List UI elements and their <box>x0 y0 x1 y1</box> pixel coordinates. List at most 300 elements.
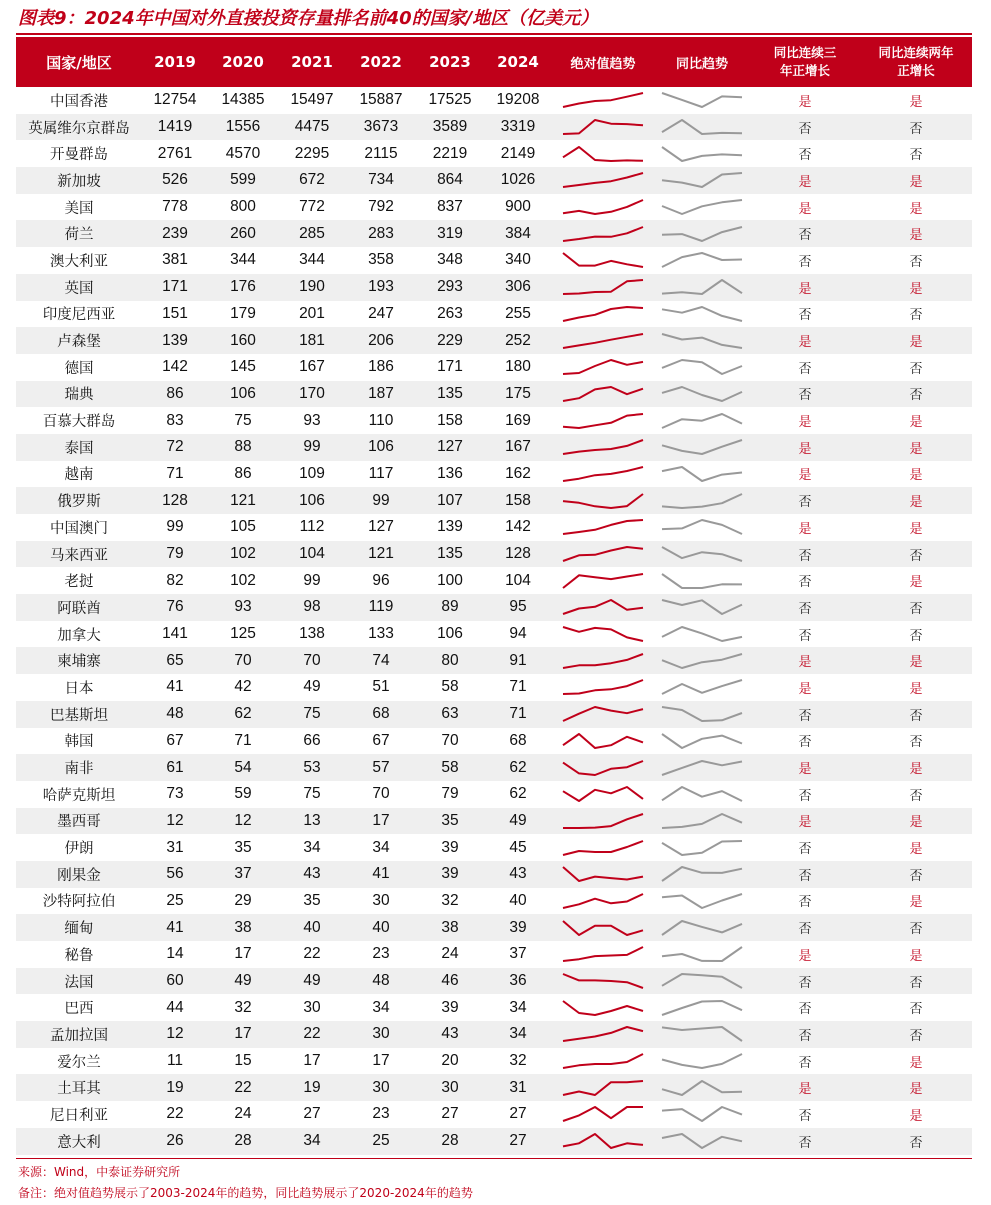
table-row <box>16 301 972 328</box>
value-2023: 107 <box>416 487 484 514</box>
value-2020: 29 <box>234 891 252 909</box>
value-2024: 31 <box>484 1074 552 1101</box>
value-2023: 3589 <box>416 114 484 141</box>
yoy-trend-sparkline-path <box>662 467 742 481</box>
yoy-trend-sparkline-path <box>662 680 742 694</box>
value-2023: 293 <box>416 274 484 301</box>
yoy-trend-sparkline-path <box>662 147 742 161</box>
value-2024: 71 <box>484 701 552 728</box>
value-2019: 11 <box>166 1052 184 1070</box>
header-two-year-growth <box>860 37 972 87</box>
abs-trend-cell <box>552 461 654 488</box>
value-2021: 22 <box>303 945 321 963</box>
abs-trend-sparkline <box>561 812 645 830</box>
country-name: 尼日利亚 <box>50 1107 108 1124</box>
yoy-trend-sparkline <box>660 1079 744 1097</box>
abs-trend-sparkline <box>561 385 645 403</box>
value-2019: 79 <box>142 541 208 568</box>
yoy-trend-sparkline-path <box>662 334 742 348</box>
yoy-trend-sparkline <box>660 865 744 883</box>
abs-trend-sparkline-path <box>563 147 643 161</box>
abs-trend-cell <box>552 487 654 514</box>
table-row <box>16 861 972 888</box>
three-year-growth-flag: 否 <box>798 788 812 804</box>
yoy-trend-cell <box>654 327 750 354</box>
value-2022: 30 <box>372 891 390 909</box>
two-year-growth-flag: 是 <box>860 1074 972 1101</box>
value-2021: 75 <box>303 785 321 803</box>
value-2019: 25 <box>166 891 184 909</box>
three-year-growth-flag: 否 <box>798 1108 812 1124</box>
value-2019: 778 <box>162 198 188 216</box>
value-2021: 15497 <box>290 91 334 109</box>
three-year-growth-flag: 否 <box>750 541 860 568</box>
three-year-growth-flag: 否 <box>798 1055 812 1071</box>
value-2022: 193 <box>346 274 416 301</box>
abs-trend-sparkline-path <box>563 280 643 294</box>
value-2019: 526 <box>142 167 208 194</box>
country-name: 澳大利亚 <box>50 253 108 270</box>
value-2022: 186 <box>368 358 394 376</box>
value-2020: 28 <box>208 1128 278 1155</box>
abs-trend-cell <box>552 781 654 808</box>
value-2022: 734 <box>346 167 416 194</box>
abs-trend-cell <box>552 274 654 301</box>
value-2023: 100 <box>437 571 463 589</box>
header-year-2021: 2021 <box>278 37 346 87</box>
two-year-growth-flag: 是 <box>860 327 972 354</box>
three-year-growth-flag: 否 <box>798 254 812 270</box>
value-2024: 3319 <box>484 114 552 141</box>
yoy-trend-sparkline-path <box>662 1081 742 1095</box>
value-2022: 106 <box>346 434 416 461</box>
value-2020: 17 <box>234 945 252 963</box>
value-2020: 75 <box>234 411 252 429</box>
abs-trend-sparkline <box>561 278 645 296</box>
abs-trend-sparkline-path <box>563 120 643 134</box>
value-2019: 67 <box>166 731 184 749</box>
yoy-trend-cell <box>654 994 750 1021</box>
value-2024: 62 <box>484 754 552 781</box>
yoy-trend-sparkline-path <box>662 1001 742 1015</box>
value-2022: 30 <box>346 1021 416 1048</box>
table-row <box>16 888 972 915</box>
abs-trend-sparkline-path <box>563 574 643 588</box>
abs-trend-sparkline-path <box>563 307 643 321</box>
two-year-growth-flag: 是 <box>909 575 923 591</box>
abs-trend-sparkline-path <box>563 227 643 241</box>
header-two-year-line1: 同比连续两年 <box>878 45 954 60</box>
yoy-trend-sparkline-path <box>662 1054 742 1068</box>
value-2022: 2115 <box>364 144 398 162</box>
value-2024: 128 <box>484 541 552 568</box>
two-year-growth-flag: 否 <box>860 1128 972 1155</box>
value-2022: 117 <box>368 464 394 482</box>
yoy-trend-cell <box>654 381 750 408</box>
yoy-trend-sparkline <box>660 972 744 990</box>
value-2024: 340 <box>505 251 531 269</box>
table-row <box>16 728 972 755</box>
table-row <box>16 1021 972 1048</box>
two-year-growth-flag: 是 <box>909 415 923 431</box>
yoy-trend-sparkline <box>660 118 744 136</box>
value-2021: 34 <box>303 838 321 856</box>
country-name: 巴西 <box>64 1001 94 1018</box>
two-year-growth-flag: 是 <box>860 274 972 301</box>
value-2021: 167 <box>299 358 325 376</box>
yoy-trend-sparkline <box>660 412 744 430</box>
value-2021: 109 <box>299 464 325 482</box>
abs-trend-sparkline <box>561 839 645 857</box>
abs-trend-cell <box>552 541 654 568</box>
abs-trend-sparkline <box>561 438 645 456</box>
two-year-growth-flag: 是 <box>909 842 923 858</box>
table-row <box>16 674 972 701</box>
value-2021: 13 <box>278 808 346 835</box>
yoy-trend-sparkline <box>660 145 744 163</box>
value-2020: 179 <box>230 304 256 322</box>
table-row <box>16 87 972 114</box>
yoy-trend-cell <box>654 354 750 381</box>
abs-trend-sparkline <box>561 91 645 109</box>
abs-trend-sparkline <box>561 945 645 963</box>
country-name: 法国 <box>16 968 142 995</box>
abs-trend-cell <box>552 861 654 888</box>
abs-trend-sparkline <box>561 705 645 723</box>
value-2020: 102 <box>230 571 256 589</box>
value-2024: 2149 <box>500 144 536 162</box>
two-year-growth-flag: 是 <box>860 808 972 835</box>
abs-trend-sparkline-path <box>563 1081 643 1095</box>
abs-trend-sparkline-path <box>563 334 643 348</box>
abs-trend-sparkline-path <box>563 787 643 801</box>
table-body <box>16 87 972 1155</box>
three-year-growth-flag: 是 <box>798 415 812 431</box>
abs-trend-cell <box>552 220 654 247</box>
value-2021: 2295 <box>294 144 330 162</box>
yoy-trend-sparkline-path <box>662 414 742 428</box>
table-row <box>16 461 972 488</box>
header-year-2022: 2022 <box>346 37 416 87</box>
value-2024: 43 <box>484 861 552 888</box>
value-2019: 128 <box>142 487 208 514</box>
value-2023: 139 <box>437 518 463 536</box>
yoy-trend-cell <box>654 1021 750 1048</box>
value-2024: 68 <box>509 731 527 749</box>
yoy-trend-sparkline-path <box>662 787 742 801</box>
value-2020: 599 <box>208 167 278 194</box>
header-three-year-line1: 同比连续三 <box>773 45 837 60</box>
value-2021: 201 <box>299 304 325 322</box>
value-2022: 206 <box>346 327 416 354</box>
yoy-trend-cell <box>654 594 750 621</box>
value-2022: 283 <box>346 220 416 247</box>
table-row <box>16 994 972 1021</box>
value-2022: 247 <box>368 304 394 322</box>
yoy-trend-sparkline-path <box>662 574 742 588</box>
yoy-trend-cell <box>654 514 750 541</box>
abs-trend-cell <box>552 381 654 408</box>
yoy-trend-sparkline <box>660 278 744 296</box>
two-year-growth-flag: 是 <box>909 1108 923 1124</box>
country-name: 日本 <box>64 680 94 697</box>
value-2023: 864 <box>416 167 484 194</box>
value-2021: 190 <box>278 274 346 301</box>
abs-trend-sparkline-path <box>563 494 643 508</box>
yoy-trend-cell <box>654 808 750 835</box>
table-row <box>16 487 972 514</box>
value-2021: 181 <box>278 327 346 354</box>
value-2023: 39 <box>416 861 484 888</box>
three-year-growth-flag: 是 <box>798 468 812 484</box>
abs-trend-cell <box>552 567 654 594</box>
abs-trend-sparkline-path <box>563 894 643 908</box>
value-2019: 86 <box>142 381 208 408</box>
abs-trend-sparkline <box>561 545 645 563</box>
value-2023: 229 <box>416 327 484 354</box>
three-year-growth-flag: 否 <box>750 487 860 514</box>
value-2020: 121 <box>208 487 278 514</box>
yoy-trend-sparkline <box>660 1025 744 1043</box>
abs-trend-sparkline <box>561 145 645 163</box>
value-2020: 32 <box>234 998 252 1016</box>
country-name: 开曼群岛 <box>50 147 108 164</box>
abs-trend-sparkline <box>561 572 645 590</box>
value-2022: 70 <box>372 785 390 803</box>
value-2023: 79 <box>441 785 459 803</box>
country-name: 瑞典 <box>16 381 142 408</box>
abs-trend-sparkline <box>561 305 645 323</box>
abs-trend-sparkline <box>561 225 645 243</box>
value-2024: 1026 <box>484 167 552 194</box>
country-name: 英国 <box>16 274 142 301</box>
value-2019: 239 <box>142 220 208 247</box>
yoy-trend-sparkline-path <box>662 1134 742 1148</box>
country-name: 德国 <box>64 360 94 377</box>
yoy-trend-sparkline-path <box>662 440 742 454</box>
value-2019: 73 <box>166 785 184 803</box>
three-year-growth-flag: 否 <box>750 861 860 888</box>
value-2020: 70 <box>208 647 278 674</box>
two-year-growth-flag: 否 <box>909 148 923 164</box>
value-2019: 19 <box>142 1074 208 1101</box>
value-2019: 65 <box>142 647 208 674</box>
abs-trend-cell <box>552 114 654 141</box>
value-2024: 94 <box>509 625 527 643</box>
abs-trend-sparkline <box>561 332 645 350</box>
value-2022: 187 <box>346 381 416 408</box>
abs-trend-sparkline-path <box>563 1107 643 1121</box>
investment-stock-table <box>16 37 972 1155</box>
value-2024: 255 <box>505 304 531 322</box>
table-row <box>16 594 972 621</box>
table-header-row <box>16 37 972 87</box>
table-row <box>16 781 972 808</box>
abs-trend-sparkline <box>561 171 645 189</box>
yoy-trend-sparkline <box>660 598 744 616</box>
value-2024: 162 <box>505 464 531 482</box>
country-name: 秘鲁 <box>64 947 94 964</box>
value-2020: 35 <box>234 838 252 856</box>
value-2021: 17 <box>303 1052 321 1070</box>
two-year-growth-flag: 否 <box>860 541 972 568</box>
header-year-2023: 2023 <box>416 37 484 87</box>
table-row <box>16 434 972 461</box>
value-2019: 48 <box>142 701 208 728</box>
value-2022: 25 <box>346 1128 416 1155</box>
value-2023: 136 <box>437 464 463 482</box>
value-2022: 34 <box>372 998 390 1016</box>
three-year-growth-flag: 是 <box>750 754 860 781</box>
yoy-trend-sparkline <box>660 171 744 189</box>
yoy-trend-sparkline <box>660 678 744 696</box>
three-year-growth-flag: 否 <box>798 1002 812 1018</box>
value-2021: 27 <box>303 1105 321 1123</box>
abs-trend-cell <box>552 514 654 541</box>
value-2019: 2761 <box>157 144 193 162</box>
value-2022: 3673 <box>346 114 416 141</box>
country-name: 意大利 <box>16 1128 142 1155</box>
table-row <box>16 274 972 301</box>
abs-trend-cell <box>552 247 654 274</box>
yoy-trend-cell <box>654 781 750 808</box>
value-2023: 158 <box>437 411 463 429</box>
value-2019: 56 <box>142 861 208 888</box>
value-2019: 139 <box>142 327 208 354</box>
abs-trend-sparkline <box>561 1105 645 1123</box>
value-2021: 30 <box>303 998 321 1016</box>
table-row <box>16 167 972 194</box>
value-2021: 672 <box>278 167 346 194</box>
value-2023: 106 <box>437 625 463 643</box>
value-2023: 171 <box>437 358 463 376</box>
abs-trend-sparkline-path <box>563 547 643 561</box>
value-2020: 105 <box>230 518 256 536</box>
country-name: 爱尔兰 <box>57 1054 101 1071</box>
abs-trend-sparkline-path <box>563 253 643 267</box>
value-2020: 125 <box>230 625 256 643</box>
value-2022: 23 <box>372 945 390 963</box>
three-year-growth-flag: 否 <box>798 628 812 644</box>
yoy-trend-sparkline <box>660 919 744 937</box>
abs-trend-cell <box>552 140 654 167</box>
value-2021: 104 <box>278 541 346 568</box>
yoy-trend-cell <box>654 674 750 701</box>
table-row <box>16 567 972 594</box>
value-2019: 22 <box>166 1105 184 1123</box>
value-2020: 176 <box>208 274 278 301</box>
abs-trend-cell <box>552 701 654 728</box>
abs-trend-sparkline-path <box>563 680 643 694</box>
yoy-trend-sparkline-path <box>662 227 742 241</box>
two-year-growth-flag: 否 <box>909 254 923 270</box>
value-2020: 14385 <box>221 91 265 109</box>
yoy-trend-cell <box>654 1074 750 1101</box>
value-2019: 381 <box>162 251 188 269</box>
three-year-growth-flag: 是 <box>750 274 860 301</box>
value-2024: 167 <box>484 434 552 461</box>
yoy-trend-cell <box>654 701 750 728</box>
table-row <box>16 541 972 568</box>
value-2023: 39 <box>441 838 459 856</box>
value-2023: 80 <box>416 647 484 674</box>
value-2019: 1419 <box>142 114 208 141</box>
abs-trend-sparkline <box>561 785 645 803</box>
value-2020: 160 <box>208 327 278 354</box>
yoy-trend-cell <box>654 541 750 568</box>
yoy-trend-cell <box>654 1101 750 1128</box>
abs-trend-cell <box>552 1101 654 1128</box>
country-name: 荷兰 <box>16 220 142 247</box>
value-2019: 41 <box>166 678 184 696</box>
value-2022: 17 <box>372 1052 390 1070</box>
title-divider <box>16 33 972 35</box>
abs-trend-sparkline <box>561 598 645 616</box>
abs-trend-sparkline <box>561 865 645 883</box>
value-2024: 71 <box>509 678 527 696</box>
three-year-growth-flag: 是 <box>798 521 812 537</box>
yoy-trend-cell <box>654 87 750 114</box>
abs-trend-sparkline <box>561 518 645 536</box>
value-2024: 40 <box>509 891 527 909</box>
value-2020: 54 <box>208 754 278 781</box>
abs-trend-sparkline-path <box>563 707 643 721</box>
abs-trend-sparkline-path <box>563 414 643 428</box>
value-2023: 27 <box>441 1105 459 1123</box>
abs-trend-sparkline <box>561 678 645 696</box>
yoy-trend-sparkline <box>660 518 744 536</box>
yoy-trend-sparkline-path <box>662 814 742 828</box>
table-row <box>16 968 972 995</box>
value-2019: 12 <box>142 1021 208 1048</box>
header-country: 国家/地区 <box>16 37 142 87</box>
value-2020: 59 <box>234 785 252 803</box>
yoy-trend-cell <box>654 861 750 888</box>
value-2022: 110 <box>368 411 394 429</box>
three-year-growth-flag: 是 <box>798 94 812 110</box>
table-row <box>16 834 972 861</box>
value-2020: 86 <box>234 464 252 482</box>
yoy-trend-sparkline-path <box>662 654 742 668</box>
value-2019: 151 <box>162 304 188 322</box>
two-year-growth-flag: 否 <box>860 968 972 995</box>
abs-trend-cell <box>552 728 654 755</box>
yoy-trend-sparkline-path <box>662 974 742 988</box>
yoy-trend-cell <box>654 968 750 995</box>
two-year-growth-flag: 是 <box>860 220 972 247</box>
three-year-growth-flag: 是 <box>750 1074 860 1101</box>
table-row <box>16 354 972 381</box>
yoy-trend-cell <box>654 621 750 648</box>
abs-trend-sparkline-path <box>563 173 643 187</box>
yoy-trend-cell <box>654 834 750 861</box>
value-2020: 22 <box>208 1074 278 1101</box>
yoy-trend-cell <box>654 434 750 461</box>
abs-trend-sparkline-path <box>563 1027 643 1041</box>
value-2024: 37 <box>509 945 527 963</box>
value-2021: 4475 <box>278 114 346 141</box>
abs-trend-sparkline-path <box>563 360 643 374</box>
abs-trend-sparkline-path <box>563 867 643 881</box>
value-2022: 68 <box>346 701 416 728</box>
yoy-trend-cell <box>654 274 750 301</box>
yoy-trend-sparkline <box>660 1052 744 1070</box>
yoy-trend-sparkline-path <box>662 520 742 534</box>
yoy-trend-sparkline <box>660 465 744 483</box>
two-year-growth-flag: 是 <box>909 201 923 217</box>
yoy-trend-sparkline-path <box>662 734 742 748</box>
yoy-trend-cell <box>654 888 750 915</box>
